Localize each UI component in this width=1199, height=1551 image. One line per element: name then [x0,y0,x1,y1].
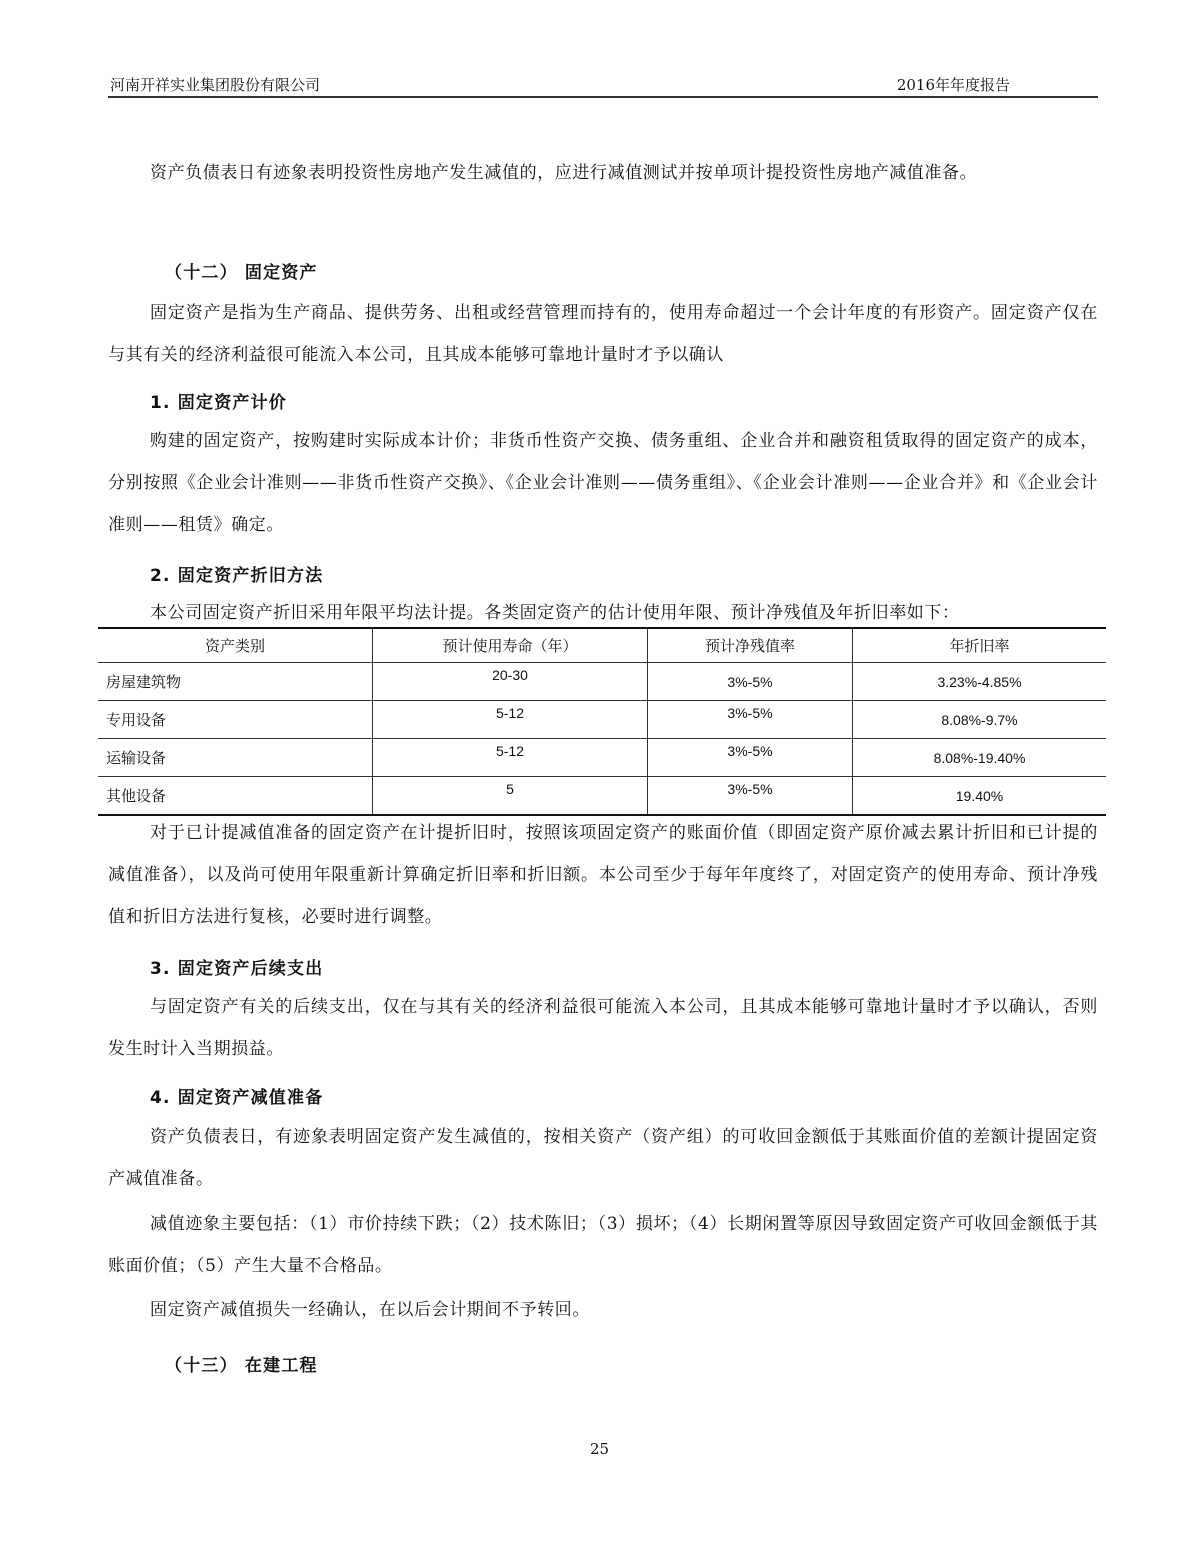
page-header [108,74,1098,98]
table-row [98,777,1106,816]
table-cell: 3%-5% [648,739,853,777]
paragraph-depreciation-after-impairment: 对于已计提减值准备的固定资产在计提折旧时，按照该项固定资产的账面价值（即固定资产原价减去累计折旧和已计提的减值准备），以及尚可使用年限重新计算确定折旧率和折旧额。本公司至少于每年年度终了，对固定资产的使用寿命、预计净残值和折旧方法进行复核，必要时进行调整。 [108,823,1098,927]
table-cell: 其他设备 [98,777,373,816]
depreciation-table [98,627,1106,816]
report-title: 2016年年度报告 [896,76,1010,94]
table-header-cell: 预计净残值率 [648,628,853,663]
table-row [98,701,1106,739]
paragraph-impairment-3: 固定资产减值损失一经确认，在以后会计期间不予转回。 [150,1300,590,1320]
table-cell: 专用设备 [98,701,373,739]
section-13-title: （十三） 在建工程 [165,1356,318,1376]
paragraph-depreciation-intro: 本公司固定资产折旧采用年限平均法计提。各类固定资产的估计使用年限、预计净残值及年折旧率如下： [150,603,960,623]
table-header-row [98,628,1106,663]
table-cell: 19.40% [853,777,1107,816]
paragraph-impairment-2: 减值迹象主要包括：（1）市价持续下跌；（2）技术陈旧；（3）损坏；（4）长期闲置等原因导致固定资产可收回金额低于其账面价值；（5）产生大量不合格品。 [108,1214,1098,1276]
table-cell: 3%-5% [648,701,853,739]
page-number: 25 [589,1440,610,1458]
heading-impairment: 4. 固定资产减值准备 [150,1088,324,1108]
table-cell: 5-12 [373,739,648,777]
table-cell: 3.23%-4.85% [853,663,1107,701]
paragraph-impairment-1: 资产负债表日，有迹象表明固定资产发生减值的，按相关资产（资产组）的可收回金额低于其账面价值的差额计提固定资产减值准备。 [108,1127,1098,1189]
table-cell: 运输设备 [98,739,373,777]
table-cell: 房屋建筑物 [98,663,373,701]
table-row [98,739,1106,777]
table-cell: 3%-5% [648,777,853,816]
paragraph-fixed-asset-definition: 固定资产是指为生产商品、提供劳务、出租或经营管理而持有的，使用寿命超过一个会计年度的有形资产。固定资产仅在与其有关的经济利益很可能流入本公司，且其成本能够可靠地计量时才予以确认 [108,303,1098,365]
paragraph-investment-impairment: 资产负债表日有迹象表明投资性房地产发生减值的，应进行减值测试并按单项计提投资性房地产减值准备。 [150,163,978,183]
table-cell: 3%-5% [648,663,853,701]
section-12-title: （十二） 固定资产 [165,263,318,283]
table-header-cell: 年折旧率 [853,628,1107,663]
table-header-cell: 资产类别 [98,628,373,663]
heading-subsequent-expenditure: 3. 固定资产后续支出 [150,959,324,979]
table-cell: 20-30 [373,663,648,701]
paragraph-subsequent-expenditure: 与固定资产有关的后续支出，仅在与其有关的经济利益很可能流入本公司，且其成本能够可靠地计量时才予以确认，否则发生时计入当期损益。 [108,997,1098,1059]
table-cell: 5-12 [373,701,648,739]
table-header-cell: 预计使用寿命（年） [373,628,648,663]
company-name: 河南开祥实业集团股份有限公司 [110,76,321,94]
table-cell: 8.08%-19.40% [853,739,1107,777]
heading-depreciation: 2. 固定资产折旧方法 [150,566,324,586]
paragraph-valuation: 购建的固定资产，按购建时实际成本计价；非货币性资产交换、债务重组、企业合并和融资租赁取得的固定资产的成本，分别按照《企业会计准则——非货币性资产交换》、《企业会计准则——债务重组》、《企业会计准则——企业合并》和《企业会计准则——租赁》确定。 [108,431,1098,535]
table-cell: 8.08%-9.7% [853,701,1107,739]
heading-valuation: 1. 固定资产计价 [150,393,288,413]
table-row [98,663,1106,701]
table-cell: 5 [373,777,648,816]
